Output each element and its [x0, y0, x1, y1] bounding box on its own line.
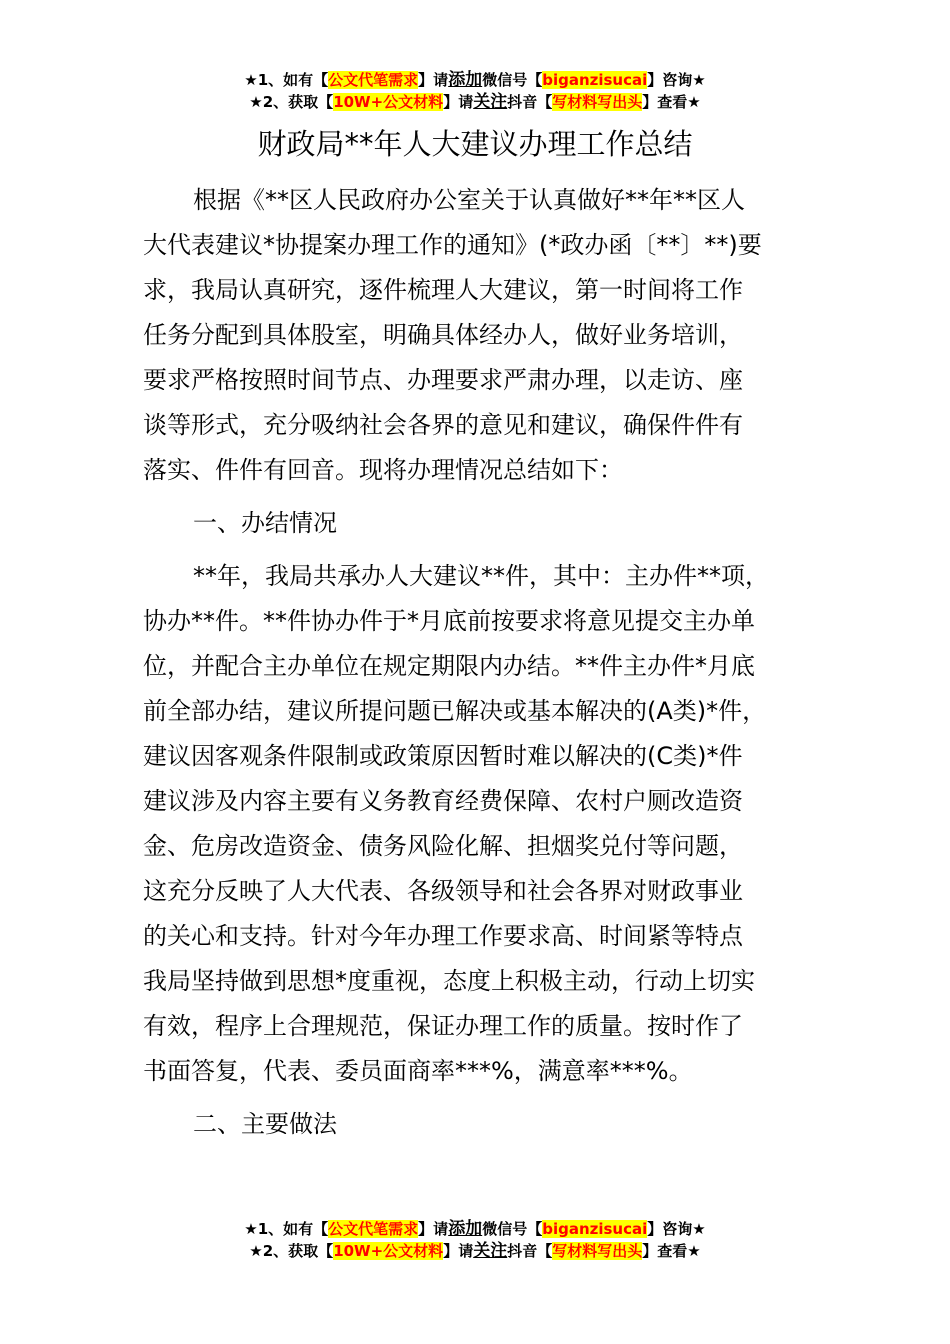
banner-highlight: 10W+公文材料	[333, 1242, 444, 1260]
banner-text: 】请	[443, 93, 474, 111]
banner-text: ★2、获取【	[249, 93, 334, 111]
section-heading-2: 二、主要做法	[193, 1110, 337, 1138]
banner-underline: 关注	[473, 92, 508, 112]
paragraph-completion	[143, 554, 843, 1094]
section-heading-1: 一、办结情况	[193, 509, 337, 537]
text-line: 任务分配到具体股室，明确具体经办人，做好业务培训，	[143, 321, 743, 349]
banner-highlight: 公文代笔需求	[328, 71, 419, 89]
text-line: 建议涉及内容主要有义务教育经费保障、农村户厕改造资	[143, 787, 743, 815]
banner-text: 微信号【	[482, 71, 543, 89]
banner-line-2	[0, 1240, 950, 1262]
banner-wechat-id: biganzisucai	[542, 1220, 648, 1238]
banner-text: 】咨询★	[647, 71, 706, 89]
text-line: 建议因客观条件限制或政策原因暂时难以解决的(C类)*件	[143, 742, 743, 770]
banner-text: 】请	[418, 71, 449, 89]
banner-text: 】查看★	[642, 93, 701, 111]
banner-text: 】请	[418, 1220, 449, 1238]
document-title: 财政局**年人大建议办理工作总结	[257, 127, 693, 161]
text-line: 前全部办结，建议所提问题已解决或基本解决的(A类)*件，	[143, 697, 767, 725]
text-line: 书面答复，代表、委员面商率***%，满意率***%。	[143, 1057, 693, 1085]
text-line: 大代表建议*协提案办理工作的通知》(*政办函〔**〕**)要	[143, 231, 762, 259]
text-line: 我局坚持做到思想*度重视，态度上积极主动，行动上切实	[143, 967, 755, 995]
banner-underline: 添加	[448, 70, 483, 90]
banner-line-1	[0, 69, 950, 91]
text-line: **年，我局共承办人大建议**件，其中：主办件**项，	[193, 562, 769, 590]
banner-highlight: 10W+公文材料	[333, 93, 444, 111]
text-line: 求，我局认真研究，逐件梳理人大建议，第一时间将工作	[143, 276, 743, 304]
text-line: 这充分反映了人大代表、各级领导和社会各界对财政事业	[143, 877, 743, 905]
paragraph-intro	[143, 178, 843, 493]
text-line: 谈等形式，充分吸纳社会各界的意见和建议，确保件件有	[143, 411, 743, 439]
banner-douyin-id: 写材料写出头	[552, 1242, 643, 1260]
banner-text: 】查看★	[642, 1242, 701, 1260]
document-body	[143, 178, 843, 1155]
banner-text: ★1、如有【	[244, 71, 329, 89]
text-line: 位，并配合主办单位在规定期限内办结。**件主办件*月底	[143, 652, 755, 680]
banner-underline: 添加	[448, 1219, 483, 1239]
banner-text: ★1、如有【	[244, 1220, 329, 1238]
text-line: 根据《**区人民政府办公室关于认真做好**年**区人	[193, 186, 745, 214]
banner-text: 】咨询★	[647, 1220, 706, 1238]
banner-wechat-id: biganzisucai	[542, 71, 648, 89]
text-line: 要求严格按照时间节点、办理要求严肃办理，以走访、座	[143, 366, 743, 394]
banner-text: 微信号【	[482, 1220, 543, 1238]
banner-line-2	[0, 91, 950, 113]
banner-text: 抖音【	[507, 93, 553, 111]
banner-douyin-id: 写材料写出头	[552, 93, 643, 111]
banner-text: 】请	[443, 1242, 474, 1260]
banner-text: ★2、获取【	[249, 1242, 334, 1260]
banner-underline: 关注	[473, 1241, 508, 1261]
text-line: 的关心和支持。针对今年办理工作要求高、时间紧等特点	[143, 922, 743, 950]
text-line: 金、危房改造资金、债务风险化解、担烟奖兑付等问题，	[143, 832, 743, 860]
banner-text: 抖音【	[507, 1242, 553, 1260]
text-line: 落实、件件有回音。现将办理情况总结如下：	[143, 456, 623, 484]
banner-line-1	[0, 1218, 950, 1240]
footer-banner	[0, 1218, 950, 1262]
banner-highlight: 公文代笔需求	[328, 1220, 419, 1238]
text-line: 协办**件。**件协办件于*月底前按要求将意见提交主办单	[143, 607, 755, 635]
header-banner	[0, 69, 950, 113]
text-line: 有效，程序上合理规范，保证办理工作的质量。按时作了	[143, 1012, 743, 1040]
